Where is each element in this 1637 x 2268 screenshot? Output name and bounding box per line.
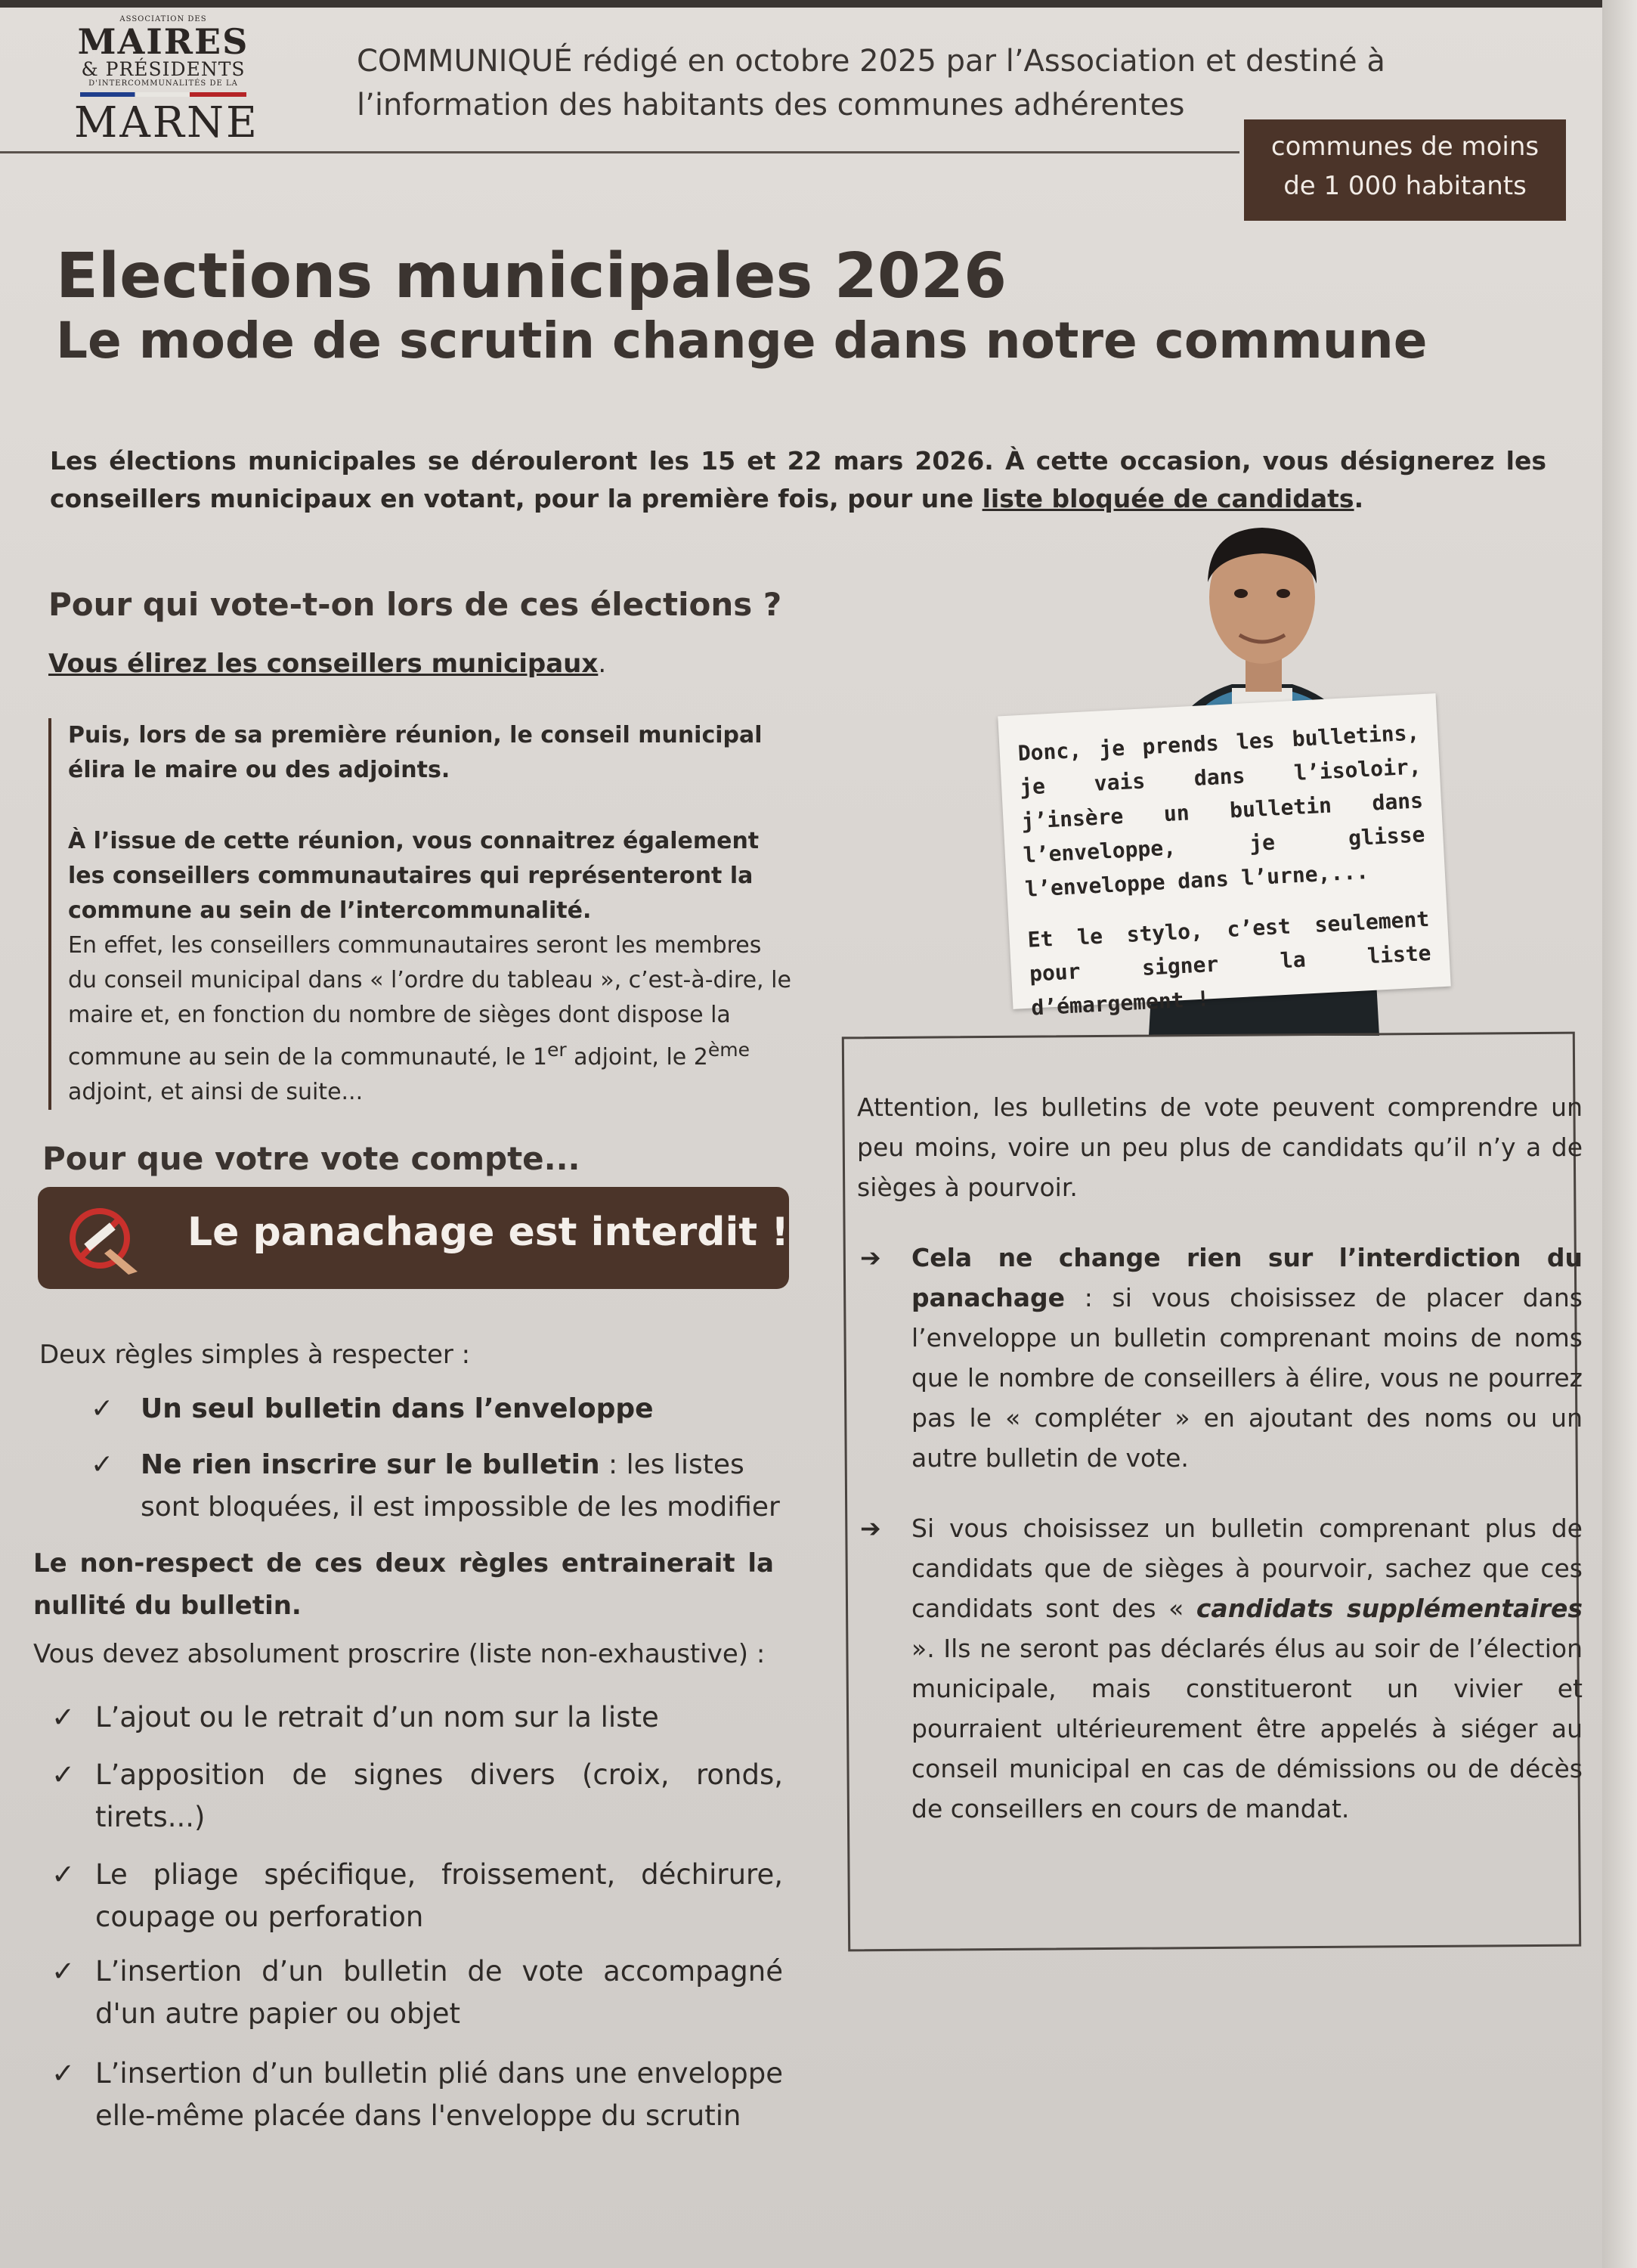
page-edge-shadow: [1602, 0, 1637, 2268]
check-icon: ✓: [91, 1449, 114, 1480]
subtitle: Le mode de scrutin change dans notre commune: [56, 311, 1428, 370]
top-border: [0, 0, 1637, 8]
proscribed-item: ✓ L’apposition de signes divers (croix, ronds, tirets...): [95, 1754, 783, 1839]
communique-header: COMMUNIQUÉ rédigé en octobre 2025 par l’Association et destiné à l’information des habitants des communes adhérentes: [357, 44, 1385, 122]
community-councillors-text: En effet, les conseillers communautaires seront les membres du conseil municipal dans « l’ordre du tableau », c’est-à-dire, le maire et, en fonction du nombre de sièges dont dispose la commune au sein de la communauté, le 1er adjoint, le 2ème adjoint, et ainsi de suite...: [68, 932, 791, 1105]
arrow-item-1: ➔ Cela ne change rien sur l’interdiction du panachage : si vous choisissez de placer dans l’enveloppe un bulletin comprenant moins de noms que le nombre de conseillers à élire, vous ne pourrez pas le « compléter » en ajoutant des noms ou un autre bulletin de vote.: [857, 1238, 1583, 1478]
proscribed-item: ✓ L’insertion d’un bulletin plié dans une enveloppe elle-même placée dans l'enveloppe du scrutin: [95, 2053, 783, 2137]
check-icon: ✓: [51, 2057, 76, 2090]
who-vote-heading: Pour qui vote-t-on lors de ces élections ?: [48, 586, 782, 623]
arrow-item-2: ➔ Si vous choisissez un bulletin comprenant plus de candidats que de sièges à pourvoir, sachez que ces candidats sont des « candidats supplémentaires ». Ils ne seront pas déclarés élus au soir de l’élection municipale, mais constitueront un vivier et pourraient ultérieurement être appelés à siéger au conseil municipal en cas de démissions ou de décès de conseillers en cours de mandat.: [857, 1508, 1583, 1829]
header-divider: [0, 151, 1239, 153]
rule-item: ✓ Un seul bulletin dans l’enveloppe: [141, 1388, 775, 1430]
vote-counts-heading: Pour que votre vote compte...: [42, 1140, 580, 1177]
check-icon: ✓: [51, 1701, 76, 1734]
speech-card: Donc, je prends les bulletins, je vais dans l’isoloir, j’insère un bulletin dans l’enveloppe, je glisse l’enveloppe dans l’urne,... Et le stylo, c’est seulement pour signer la liste d’émargement !: [998, 693, 1451, 1009]
rule-item: ✓ Ne rien inscrire sur le bulletin : les listes sont bloquées, il est impossible de les modifier: [141, 1444, 783, 1529]
main-title: Elections municipales 2026: [56, 240, 1007, 312]
who-vote-subheading: Vous élirez les conseillers municipaux.: [48, 649, 607, 679]
panachage-banner-text: Le panachage est interdit !: [187, 1210, 789, 1255]
association-logo: ASSOCIATION DES MAIRES & PRÉSIDENTS D'INTERCOMMUNALITÉS DE LA MARNE: [74, 15, 259, 147]
attention-text: Attention, les bulletins de vote peuvent comprendre un peu moins, voire un peu plus de candidats qu’il n’y a de sièges à pourvoir. ➔ Cela ne change rien sur l’interdiction du panachage : si vous choisissez de placer dans l’enveloppe un bulletin comprenant moins de noms que le nombre de conseillers à élire, vous ne pourrez pas le « compléter » en ajoutant des noms ou un autre bulletin de vote. ➔ Si vous choisissez un bulletin comprenant plus de candidats que de sièges à pourvoir, sachez que ces candidats sont des « candidats supplémentaires ». Ils ne seront pas déclarés élus au soir de l’élection municipale, mais constitueront un vivier et pourraient ultérieurement être appelés à siéger au conseil municipal en cas de démissions ou de décès de conseillers en cours de mandat.: [857, 1087, 1583, 1859]
intro-paragraph: Les élections municipales se dérouleront les 15 et 22 mars 2026. À cette occasion, vous désignerez les conseillers municipaux en votant, pour la première fois, pour une liste bloquée de candidats.: [50, 446, 1546, 513]
proscribe-intro: Vous devez absolument proscrire (liste non-exhaustive) :: [33, 1639, 766, 1669]
proscribed-item: ✓ L’insertion d’un bulletin de vote accompagné d'un autre papier ou objet: [95, 1950, 783, 2035]
check-icon: ✓: [91, 1393, 114, 1424]
council-explanation: Puis, lors de sa première réunion, le conseil municipal élira le maire ou des adjoints. À l’issue de cette réunion, vous connaitrez également les conseillers communautaires qui représenteront la commune au sein de l’intercommunalité. En effet, les conseillers communautaires seront les membres du conseil municipal dans « l’ordre du tableau », c’est-à-dire, le maire et, en fonction du nombre de sièges dont dispose la commune au sein de la communauté, le 1er adjoint, le 2ème adjoint, et ainsi de suite...: [48, 718, 794, 1110]
arrow-icon: ➔: [860, 1514, 881, 1543]
proscribed-item: ✓ Le pliage spécifique, froissement, déchirure, coupage ou perforation: [95, 1854, 783, 1938]
check-icon: ✓: [51, 1955, 76, 1988]
tricolor-flag: [80, 92, 246, 97]
rules-intro: Deux règles simples à respecter :: [39, 1340, 471, 1370]
arrow-icon: ➔: [860, 1243, 881, 1272]
audience-badge: communes de moins de 1 000 habitants: [1244, 119, 1566, 221]
check-icon: ✓: [51, 1758, 76, 1791]
nullity-warning: Le non-respect de ces deux règles entrainerait la nullité du bulletin.: [33, 1548, 774, 1621]
check-icon: ✓: [51, 1858, 76, 1891]
no-pen-icon: [65, 1204, 144, 1275]
proscribed-item: ✓ L’ajout ou le retrait d’un nom sur la liste: [95, 1696, 783, 1739]
